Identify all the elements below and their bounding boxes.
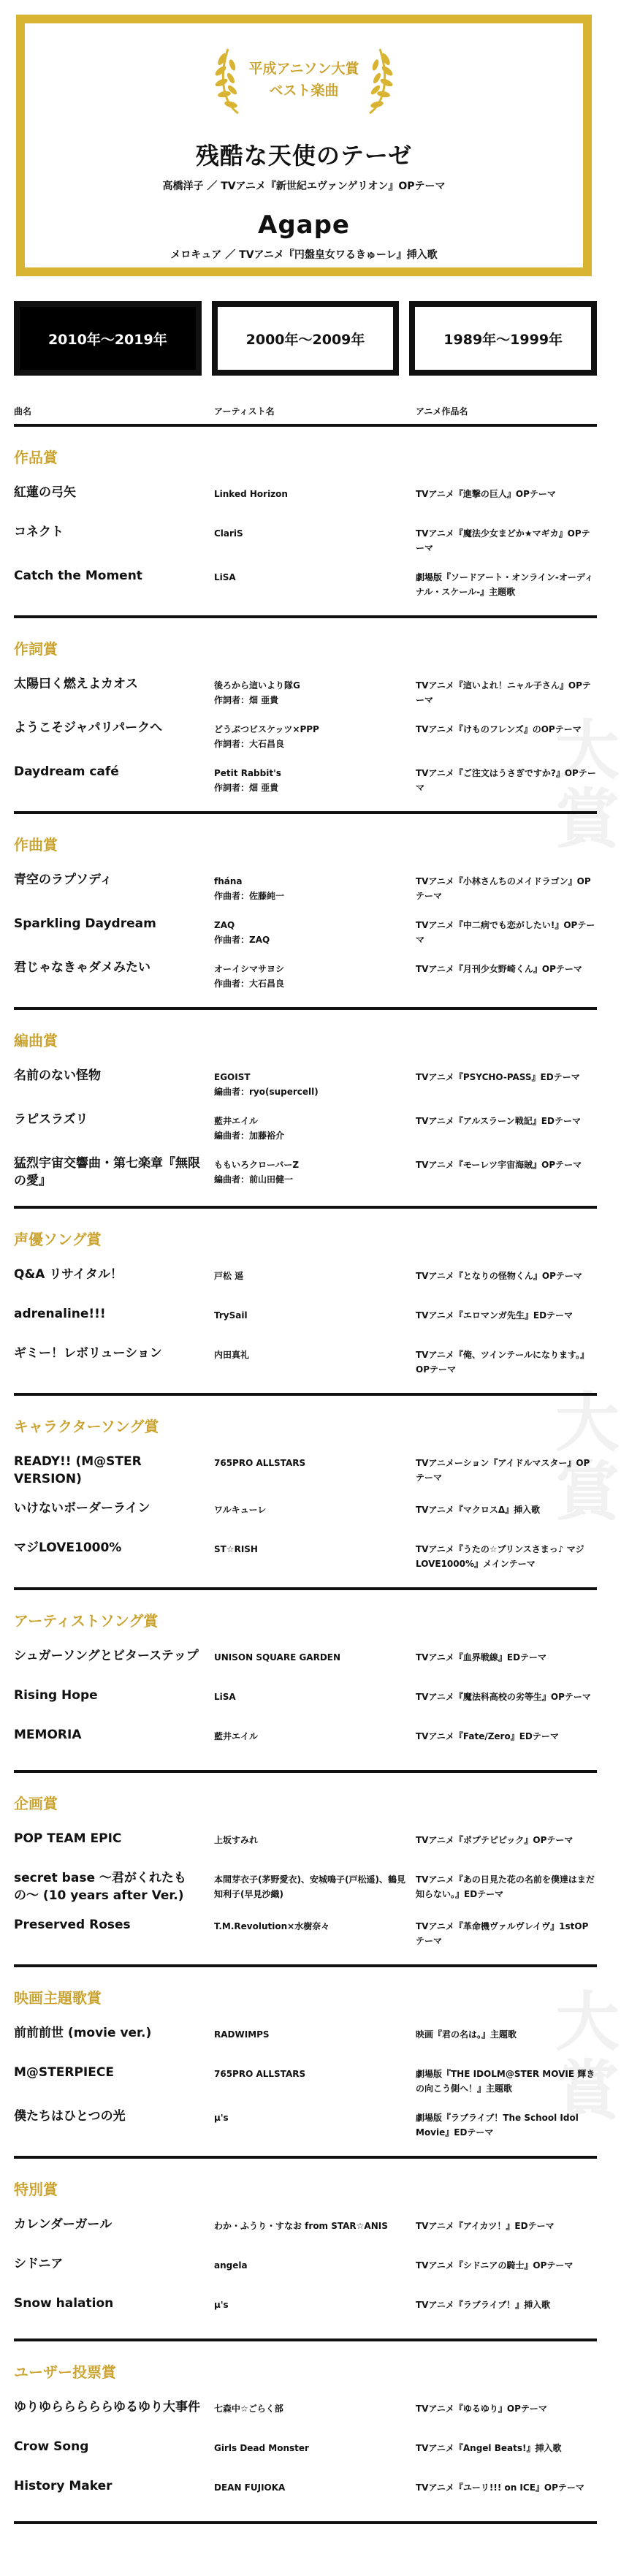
artist-cell bbox=[214, 1539, 416, 1557]
table-row bbox=[14, 669, 597, 713]
best-song-title-1: 残酷な天使のテーゼ bbox=[195, 142, 413, 170]
table-row bbox=[14, 561, 597, 605]
artist-cell bbox=[214, 1266, 416, 1283]
award-category bbox=[14, 427, 597, 618]
anime-title: TVアニメ『ユーリ!!! on ICE』OPテーマ bbox=[416, 2482, 584, 2493]
credit-line: 編曲者：ryo(supercell) bbox=[214, 1087, 319, 1097]
artist-cell bbox=[214, 871, 416, 903]
anime-title: TVアニメ『ご注文はうさぎですか?』OPテーマ bbox=[416, 768, 596, 793]
artist-cell bbox=[214, 2024, 416, 2042]
artist-cell bbox=[214, 523, 416, 541]
anime-title: TVアニメ『中二病でも恋がしたい!』OPテーマ bbox=[416, 920, 595, 945]
award-category bbox=[14, 1010, 597, 1209]
credit-line: 編曲者：前山田健一 bbox=[214, 1174, 294, 1185]
category-title: ユーザー投票賞 bbox=[14, 2363, 116, 2381]
table-row bbox=[14, 1641, 597, 1681]
song-title: M@STERPIECE bbox=[14, 2065, 114, 2080]
song-title: MEMORIA bbox=[14, 1728, 82, 1742]
table-header bbox=[14, 398, 597, 427]
watermark: 大賞 bbox=[545, 716, 621, 854]
artist-cell bbox=[214, 1726, 416, 1744]
table-row bbox=[14, 1533, 597, 1577]
anime-title: 劇場版『ラブライブ！The School Idol Movie』EDテーマ bbox=[416, 2113, 579, 2138]
anime-title: TVアニメ『月刊少女野崎くん』OPテーマ bbox=[416, 964, 582, 974]
artist-cell bbox=[214, 719, 416, 751]
award-category bbox=[14, 1967, 597, 2159]
table-row bbox=[14, 2289, 597, 2328]
category-title: 作曲賞 bbox=[14, 836, 58, 854]
artist-name: Girls Dead Monster bbox=[214, 2443, 309, 2453]
table-row bbox=[14, 2432, 597, 2471]
table-row bbox=[14, 1681, 597, 1720]
watermark: 大賞 bbox=[545, 1988, 621, 2125]
song-title: マジLOVE1000% bbox=[14, 1540, 122, 1555]
song-title: Preserved Roses bbox=[14, 1918, 131, 1932]
anime-title: TVアニメ『革命機ヴァルヴレイヴ』1stOPテーマ bbox=[416, 1921, 589, 1946]
song-title: ギミー！レボリューション bbox=[14, 1346, 162, 1361]
table-row bbox=[14, 2102, 597, 2146]
award-badge bbox=[215, 39, 392, 120]
category-title: 特別賞 bbox=[14, 2181, 58, 2198]
anime-title: TVアニメ『進撃の巨人』OPテーマ bbox=[416, 489, 556, 499]
anime-title: TVアニメ『血界戦線』EDテーマ bbox=[416, 1652, 547, 1663]
artist-name: angela bbox=[214, 2260, 248, 2271]
award-category bbox=[14, 1590, 597, 1773]
credit-line: 作曲者：大石昌良 bbox=[214, 979, 285, 989]
table-row bbox=[14, 1260, 597, 1299]
tab-1990s[interactable]: 1989年〜1999年 bbox=[409, 301, 597, 376]
table-row bbox=[14, 953, 597, 997]
anime-title: TVアニメ『アルスラーン戦記』EDテーマ bbox=[416, 1116, 581, 1126]
category-title: アーティストソング賞 bbox=[14, 1612, 159, 1630]
artist-cell bbox=[214, 1345, 416, 1362]
laurel-right-icon bbox=[364, 43, 393, 116]
anime-title: TVアニメ『モーレツ宇宙海賊』OPテーマ bbox=[416, 1160, 582, 1170]
table-row bbox=[14, 2471, 597, 2511]
song-title: ゆりゆらららららゆるゆり大事件 bbox=[14, 2400, 200, 2414]
song-title: 猛烈宇宙交響曲・第七楽章『無限の愛』 bbox=[14, 1156, 200, 1188]
artist-cell bbox=[214, 2477, 416, 2495]
badge-line1: 平成アニソン大賞 bbox=[248, 61, 359, 77]
anime-title: TVアニメーション『アイドルマスター』OPテーマ bbox=[416, 1458, 590, 1483]
table-row bbox=[14, 2018, 597, 2058]
award-category bbox=[14, 618, 597, 814]
artist-name: LiSA bbox=[214, 572, 236, 582]
table-row bbox=[14, 865, 597, 909]
table-row bbox=[14, 1105, 597, 1149]
artist-name: Linked Horizon bbox=[214, 489, 288, 499]
artist-cell bbox=[214, 2216, 416, 2233]
header-artist: アーティスト名 bbox=[214, 406, 275, 417]
artist-name: T.M.Revolution×水樹奈々 bbox=[214, 1921, 330, 1931]
anime-title: TVアニメ『Fate/Zero』EDテーマ bbox=[416, 1731, 559, 1741]
award-category bbox=[14, 1773, 597, 1967]
artist-cell bbox=[214, 2295, 416, 2312]
artist-name: 内田真礼 bbox=[214, 1350, 250, 1360]
artist-cell bbox=[214, 1305, 416, 1323]
header-anime: アニメ作品名 bbox=[416, 406, 468, 417]
anime-title: TVアニメ『魔法科高校の劣等生』OPテーマ bbox=[416, 1692, 591, 1702]
artist-name: ClariS bbox=[214, 528, 243, 539]
anime-title: TVアニメ『エロマンガ先生』EDテーマ bbox=[416, 1310, 574, 1321]
anime-title: TVアニメ『あの日見た花の名前を僕達はまだ知らない。』EDテーマ bbox=[416, 1874, 595, 1899]
anime-title: 劇場版『ソードアート・オンライン-オーディナル・スケール-』主題歌 bbox=[416, 572, 593, 597]
credit-line: 作詞者：畑 亜貴 bbox=[214, 783, 279, 793]
artist-cell bbox=[214, 2064, 416, 2081]
artist-cell bbox=[214, 1111, 416, 1143]
table-row bbox=[14, 1910, 597, 1954]
anime-title: TVアニメ『俺、ツインテールになります。』OPテーマ bbox=[416, 1350, 590, 1375]
artist-name: EGOIST bbox=[214, 1072, 251, 1082]
artist-cell bbox=[214, 1869, 416, 1901]
table-row bbox=[14, 1061, 597, 1105]
anime-title: TVアニメ『這いよれ！ニャル子さん』OPテーマ bbox=[416, 680, 591, 705]
award-categories bbox=[0, 427, 611, 2524]
anime-title: TVアニメ『小林さんちのメイドラゴン』OPテーマ bbox=[416, 876, 591, 901]
table-row bbox=[14, 478, 597, 517]
category-title: 作詞賞 bbox=[14, 640, 58, 658]
song-title: 前前前世 (movie ver.) bbox=[14, 2026, 152, 2040]
artist-name: 藍井エイル bbox=[214, 1731, 259, 1741]
song-title: POP TEAM EPIC bbox=[14, 1831, 122, 1846]
category-title: キャラクターソング賞 bbox=[14, 1418, 159, 1435]
artist-cell bbox=[214, 1687, 416, 1704]
decade-tabs bbox=[14, 301, 597, 376]
artist-name: RADWIMPS bbox=[214, 2029, 270, 2040]
hero-banner bbox=[16, 15, 592, 276]
song-title: Sparkling Daydream bbox=[14, 916, 156, 931]
category-title: 声優ソング賞 bbox=[14, 1231, 102, 1248]
award-category bbox=[14, 814, 597, 1010]
artist-cell bbox=[214, 2255, 416, 2273]
table-row bbox=[14, 1720, 597, 1760]
song-title: 君じゃなきゃダメみたい bbox=[14, 960, 151, 975]
song-title: adrenaline!!! bbox=[14, 1307, 106, 1321]
anime-title: TVアニメ『ポプテピピック』OPテーマ bbox=[416, 1835, 574, 1845]
table-row bbox=[14, 1149, 597, 1196]
category-title: 作品賞 bbox=[14, 449, 58, 466]
song-title: シュガーソングとビターステップ bbox=[14, 1649, 199, 1663]
artist-cell bbox=[214, 484, 416, 501]
song-title: Daydream café bbox=[14, 764, 119, 779]
artist-cell bbox=[214, 675, 416, 707]
artist-cell bbox=[214, 567, 416, 585]
award-category bbox=[14, 2159, 597, 2341]
song-title: ラピスラズリ bbox=[14, 1112, 88, 1127]
anime-title: 劇場版『THE IDOLM@STER MOVIE 輝きの向こう側へ！』主題歌 bbox=[416, 2069, 595, 2094]
category-title: 映画主題歌賞 bbox=[14, 1989, 102, 2007]
song-title: 太陽曰く燃えよカオス bbox=[14, 677, 138, 691]
laurel-left-icon bbox=[215, 43, 244, 116]
award-category bbox=[14, 1209, 597, 1396]
song-title: ようこそジャパリパークへ bbox=[14, 721, 163, 735]
song-title: コネクト bbox=[14, 525, 64, 539]
artist-name: DEAN FUJIOKA bbox=[214, 2482, 286, 2493]
artist-cell bbox=[214, 1067, 416, 1099]
tab-2010s[interactable]: 2010年〜2019年 bbox=[14, 301, 202, 376]
artist-name: fhána bbox=[214, 876, 243, 886]
artist-name: ZAQ bbox=[214, 920, 235, 930]
anime-title: TVアニメ『ラブライブ！』挿入歌 bbox=[416, 2300, 551, 2310]
anime-title: TVアニメ『魔法少女まどか★マギカ』OPテーマ bbox=[416, 528, 590, 553]
table-row bbox=[14, 1447, 597, 1494]
anime-title: TVアニメ『うたの☆プリンスさまっ♪ マジLOVE1000%』メインテーマ bbox=[416, 1544, 584, 1569]
header-song: 曲名 bbox=[14, 406, 32, 417]
anime-title: TVアニメ『シドニアの騎士』OPテーマ bbox=[416, 2260, 574, 2271]
song-title: 僕たちはひとつの光 bbox=[14, 2109, 126, 2124]
award-category bbox=[14, 1396, 597, 1590]
artist-name: 藍井エイル bbox=[214, 1116, 259, 1126]
credit-line: 作詞者：大石昌良 bbox=[214, 739, 285, 749]
artist-name: 七森中☆ごらく部 bbox=[214, 2404, 283, 2414]
artist-name: Petit Rabbit's bbox=[214, 768, 281, 778]
artist-cell bbox=[214, 1647, 416, 1665]
artist-name: オーイシマサヨシ bbox=[214, 964, 285, 974]
song-title: 名前のない怪物 bbox=[14, 1068, 101, 1083]
song-title: secret base 〜君がくれたもの〜 (10 years after Ver.) bbox=[14, 1871, 186, 1903]
credit-line: 作曲者：佐藤純一 bbox=[214, 891, 285, 901]
best-song-title-2: Agape bbox=[258, 210, 350, 240]
table-row bbox=[14, 1494, 597, 1533]
artist-name: 本間芽衣子(茅野愛衣)、安城鳴子(戸松遥)、鶴見知利子(早見沙織) bbox=[214, 1874, 405, 1899]
artist-name: μ's bbox=[214, 2300, 229, 2310]
table-row bbox=[14, 517, 597, 561]
anime-title: TVアニメ『ゆるゆり』OPテーマ bbox=[416, 2404, 547, 2414]
artist-name: ST☆RISH bbox=[214, 1544, 258, 1554]
song-title: Catch the Moment bbox=[14, 569, 142, 583]
award-category bbox=[14, 2341, 597, 2524]
artist-name: 765PRO ALLSTARS bbox=[214, 1458, 306, 1468]
artist-name: 後ろから這いより隊G bbox=[214, 680, 300, 691]
artist-cell bbox=[214, 915, 416, 947]
song-title: Rising Hope bbox=[14, 1688, 98, 1703]
watermark: 大賞 bbox=[545, 1388, 621, 1526]
anime-title: TVアニメ『となりの怪物くん』OPテーマ bbox=[416, 1271, 582, 1281]
anime-title: TVアニメ『けものフレンズ』のOPテーマ bbox=[416, 724, 582, 734]
song-title: READY!! (M@STER VERSION) bbox=[14, 1454, 142, 1486]
table-row bbox=[14, 2249, 597, 2289]
artist-cell bbox=[214, 1155, 416, 1187]
table-row bbox=[14, 1339, 597, 1383]
artist-cell bbox=[214, 2108, 416, 2125]
artist-cell bbox=[214, 1500, 416, 1517]
song-title: 青空のラプソディ bbox=[14, 873, 113, 887]
artist-name: μ's bbox=[214, 2113, 229, 2123]
table-row bbox=[14, 1863, 597, 1910]
table-row bbox=[14, 2393, 597, 2432]
artist-cell bbox=[214, 2438, 416, 2455]
artist-cell bbox=[214, 1453, 416, 1470]
song-title: Q&A リサイタル！ bbox=[14, 1267, 123, 1282]
badge-line2: ベスト楽曲 bbox=[269, 83, 339, 99]
artist-name: ももいろクローバーZ bbox=[214, 1160, 300, 1170]
song-title: カレンダーガール bbox=[14, 2217, 113, 2232]
anime-title: TVアニメ『Angel Beats!』挿入歌 bbox=[416, 2443, 562, 2453]
category-title: 編曲賞 bbox=[14, 1032, 58, 1049]
anime-title: 映画『君の名は。』主題歌 bbox=[416, 2029, 517, 2040]
best-song-subtitle-2: メロキュア ／ TVアニメ『円盤皇女ワるきゅーレ』挿入歌 bbox=[170, 249, 438, 261]
artist-name: どうぶつビスケッツ×PPP bbox=[214, 724, 319, 734]
artist-name: 上坂すみれ bbox=[214, 1835, 259, 1845]
artist-name: UNISON SQUARE GARDEN bbox=[214, 1652, 341, 1663]
table-row bbox=[14, 713, 597, 757]
artist-name: わか・ふうり・すなお from STAR☆ANIS bbox=[214, 2221, 388, 2231]
artist-name: ワルキューレ bbox=[214, 1505, 267, 1515]
table-row bbox=[14, 909, 597, 953]
table-row bbox=[14, 757, 597, 801]
credit-line: 作曲者：ZAQ bbox=[214, 935, 270, 945]
table-row bbox=[14, 1299, 597, 1339]
artist-name: 765PRO ALLSTARS bbox=[214, 2069, 306, 2079]
song-title: シドニア bbox=[14, 2257, 64, 2271]
artist-cell bbox=[214, 763, 416, 795]
table-row bbox=[14, 2058, 597, 2102]
song-title: History Maker bbox=[14, 2479, 113, 2493]
artist-cell bbox=[214, 959, 416, 991]
artist-name: LiSA bbox=[214, 1692, 236, 1702]
best-song-subtitle-1: 高橋洋子 ／ TVアニメ『新世紀エヴァンゲリオン』OPテーマ bbox=[162, 181, 446, 192]
anime-title: TVアニメ『マクロスΔ』挿入歌 bbox=[416, 1505, 541, 1515]
artist-name: 戸松 遥 bbox=[214, 1271, 244, 1281]
song-title: Snow halation bbox=[14, 2296, 114, 2311]
artist-name: TrySail bbox=[214, 1310, 248, 1321]
song-title: いけないボーダーライン bbox=[14, 1501, 151, 1516]
anime-title: TVアニメ『アイカツ！』EDテーマ bbox=[416, 2221, 555, 2231]
table-row bbox=[14, 2210, 597, 2249]
table-row bbox=[14, 1824, 597, 1863]
song-title: Crow Song bbox=[14, 2439, 89, 2454]
song-title: 紅蓮の弓矢 bbox=[14, 485, 76, 500]
tab-2000s[interactable]: 2000年〜2009年 bbox=[212, 301, 400, 376]
artist-cell bbox=[214, 1916, 416, 1934]
credit-line: 編曲者：加藤裕介 bbox=[214, 1131, 285, 1141]
anime-title: TVアニメ『PSYCHO-PASS』EDテーマ bbox=[416, 1072, 580, 1082]
artist-cell bbox=[214, 1830, 416, 1847]
artist-cell bbox=[214, 2398, 416, 2416]
category-title: 企画賞 bbox=[14, 1795, 58, 1812]
credit-line: 作詞者：畑 亜貴 bbox=[214, 695, 279, 705]
